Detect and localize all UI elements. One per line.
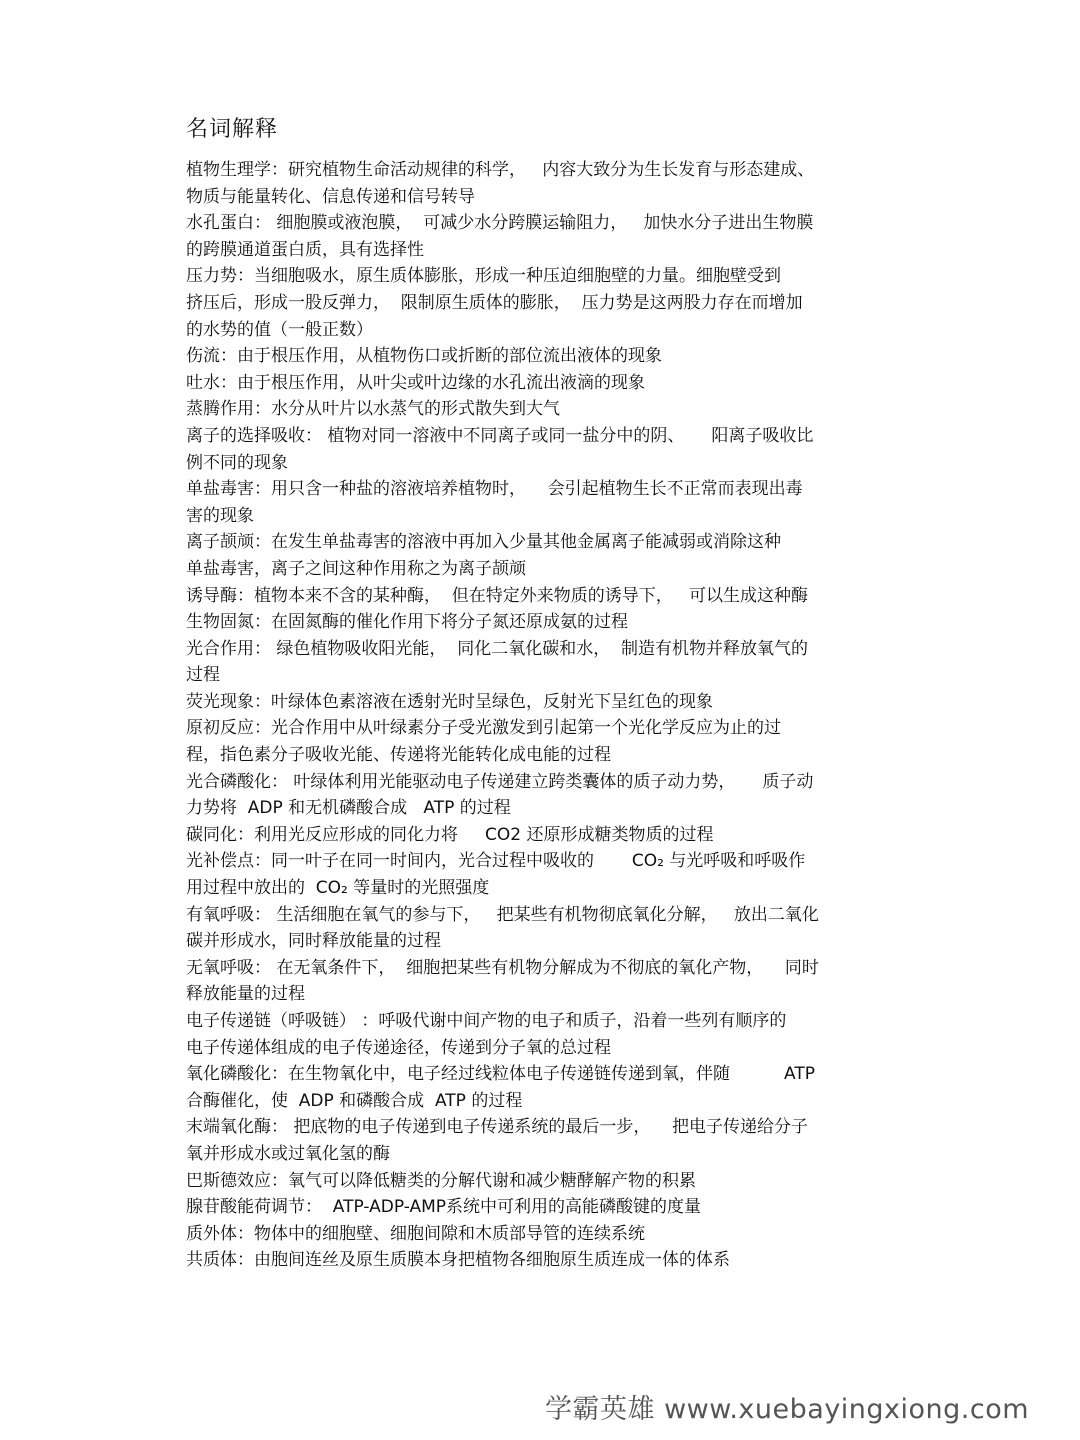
definition-line: 腺苷酸能荷调节： ATP-ADP-AMP系统中可利用的高能磷酸键的度量: [186, 1197, 702, 1218]
definition-line: 植物生理学：研究植物生命活动规律的科学， 内容大致分为生长发育与形态建成、: [186, 160, 815, 180]
definition-line: 离子颉颃：在发生单盐毒害的溶液中再加入少量其他金属离子能减弱或消除这种: [186, 532, 781, 553]
definition-line: 吐水：由于根压作用，从叶尖或叶边缘的水孔流出液滴的现象: [186, 372, 645, 393]
definition-line: 释放能量的过程: [186, 984, 305, 1005]
definition-line: 伤流：由于根压作用，从植物伤口或折断的部位流出液体的现象: [186, 346, 662, 367]
definition-line: 害的现象: [186, 505, 254, 526]
definition-line: 单盐毒害，离子之间这种作用称之为离子颉颃: [186, 558, 526, 579]
definition-line: 合酶催化，使 ADP 和磷酸合成 ATP 的过程: [186, 1090, 523, 1111]
site-watermark: 学霸英雄 www.xuebayingxiong.com: [545, 1394, 1030, 1425]
definition-line: 光补偿点：同一叶子在同一时间内，光合过程中吸收的 CO₂ 与光呼吸和呼吸作: [186, 851, 806, 872]
definition-line: 电子传递链（呼吸链） ：呼吸代谢中间产物的电子和质子，沿着一些列有顺序的: [186, 1011, 787, 1031]
definition-line: 质外体：物体中的细胞壁、细胞间隙和木质部导管的连续系统: [186, 1223, 645, 1244]
definition-line: 力势将 ADP 和无机磷酸合成 ATP 的过程: [186, 798, 511, 819]
definitions-list: [186, 157, 926, 1274]
definition-line: 物质与能量转化、信息传递和信号转导: [186, 186, 475, 207]
definition-line: 例不同的现象: [186, 452, 288, 473]
definition-line: 离子的选择吸收： 植物对同一溶液中不同离子或同一盐分中的阴、 阳离子吸收比: [186, 425, 814, 446]
definition-line: 生物固氮：在固氮酶的催化作用下将分子氮还原成氨的过程: [186, 612, 628, 633]
definition-line: 巴斯德效应：氧气可以降低糖类的分解代谢和减少糖酵解产物的积累: [186, 1170, 696, 1191]
definition-line: 光合磷酸化： 叶绿体利用光能驱动电子传递建立跨类囊体的质子动力势， 质子动: [186, 771, 814, 792]
page-title: 名词解释: [186, 117, 279, 142]
definition-line: 的水势的值（一般正数）: [186, 319, 373, 340]
definition-line: 碳并形成水，同时释放能量的过程: [186, 931, 441, 952]
definition-line: 电子传递体组成的电子传递途径，传递到分子氧的总过程: [186, 1037, 611, 1058]
definition-line: 氧并形成水或过氧化氢的酶: [186, 1143, 390, 1164]
definition-line: 用过程中放出的 CO₂ 等量时的光照强度: [186, 878, 490, 899]
definition-line: 共质体：由胞间连丝及原生质膜本身把植物各细胞原生质连成一体的体系: [186, 1250, 730, 1271]
definition-line: 诱导酶：植物本来不含的某种酶， 但在特定外来物质的诱导下， 可以生成这种酶: [186, 585, 809, 606]
definition-line: 末端氧化酶： 把底物的电子传递到电子传递系统的最后一步， 把电子传递给分子: [186, 1117, 809, 1138]
definition-line: 程，指色素分子吸收光能、传递将光能转化成电能的过程: [186, 745, 611, 766]
definition-line: 有氧呼吸： 生活细胞在氧气的参与下， 把某些有机物彻底氧化分解， 放出二氧化: [186, 904, 819, 925]
definition-line: 挤压后，形成一股反弹力， 限制原生质体的膨胀， 压力势是这两股力存在而增加: [186, 292, 803, 313]
definition-line: 无氧呼吸： 在无氧条件下， 细胞把某些有机物分解成为不彻底的氧化产物， 同时: [186, 957, 819, 978]
definition-line: 蒸腾作用：水分从叶片以水蒸气的形式散失到大气: [186, 399, 560, 420]
definition-line: 荧光现象：叶绿体色素溶液在透射光时呈绿色，反射光下呈红色的现象: [186, 691, 713, 712]
definition-line: 原初反应：光合作用中从叶绿素分子受光激发到引起第一个光化学反应为止的过: [186, 718, 781, 739]
definition-line: 碳同化：利用光反应形成的同化力将 CO2 还原形成糖类物质的过程: [186, 824, 714, 845]
definition-line: 氧化磷酸化：在生物氧化中，电子经过线粒体电子传递链传递到氧，伴随 ATP: [186, 1064, 815, 1085]
definition-line: 水孔蛋白： 细胞膜或液泡膜， 可减少水分跨膜运输阻力， 加快水分子进出生物膜: [186, 213, 814, 234]
definition-line: 单盐毒害：用只含一种盐的溶液培养植物时， 会引起植物生长不正常而表现出毒: [186, 479, 803, 500]
definition-line: 过程: [186, 665, 220, 686]
definition-line: 光合作用： 绿色植物吸收阳光能， 同化二氧化碳和水， 制造有机物并释放氧气的: [186, 638, 809, 659]
definition-line: 压力势：当细胞吸水，原生质体膨胀，形成一种压迫细胞壁的力量。细胞壁受到: [186, 266, 781, 287]
definition-line: 的跨膜通道蛋白质，具有选择性: [186, 239, 424, 260]
